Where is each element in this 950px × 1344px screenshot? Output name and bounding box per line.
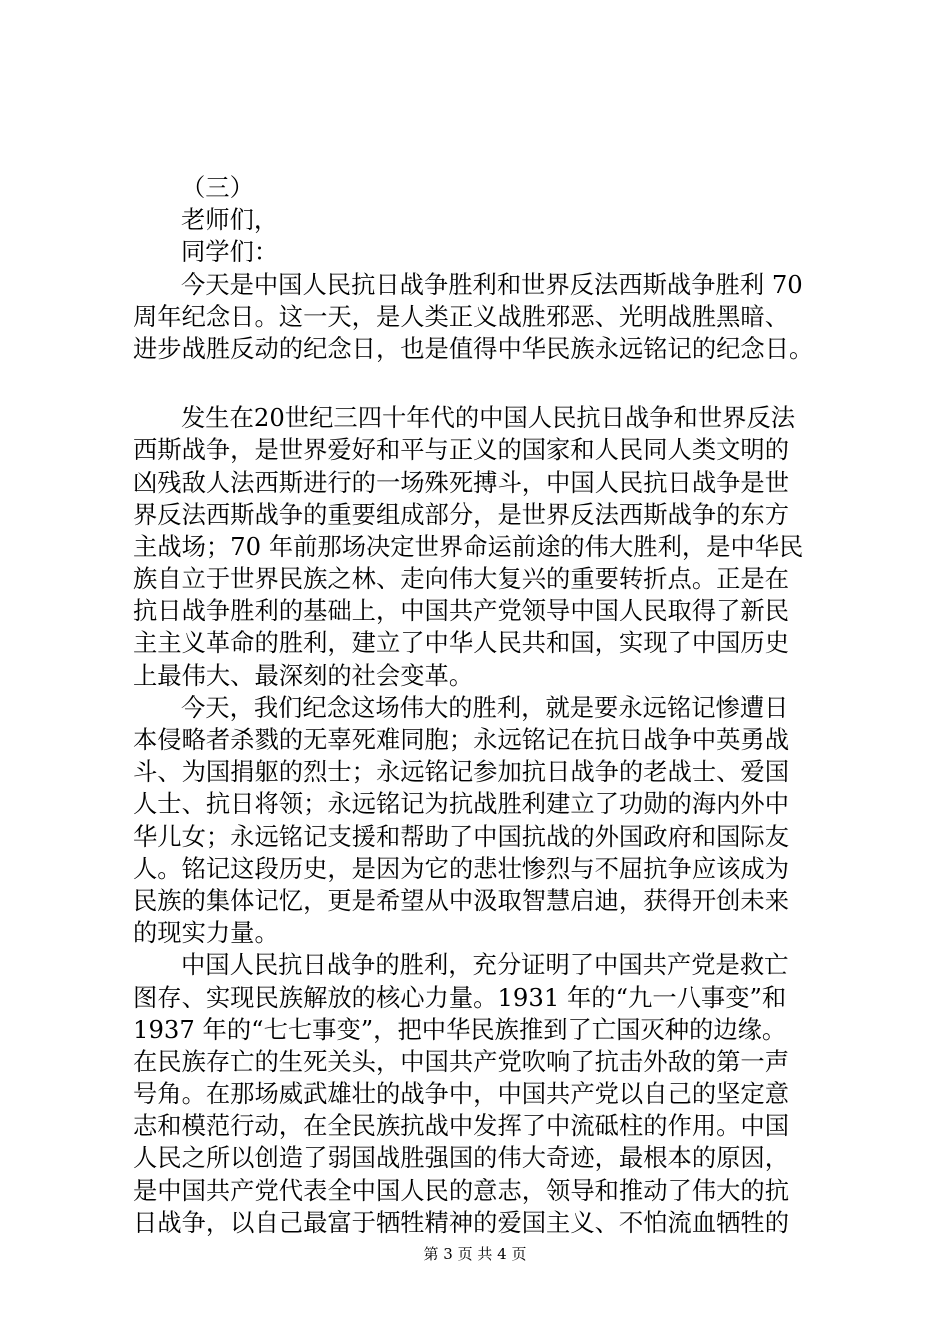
paragraph-gap [133,365,833,402]
salutation-students: 同学们： [181,237,279,267]
paragraph-line: 中国人民抗日战争的胜利，充分证明了中国共产党是救亡 [181,950,789,980]
paragraph-line: 西斯战争，是世界爱好和平与正义的国家和人民同人类文明的 [133,435,790,465]
paragraph-line: 界反法西斯战争的重要组成部分，是世界反法西斯战争的东方 [133,499,790,529]
paragraph-line: 抗日战争胜利的基础上，中国共产党领导中国人民取得了新民 [133,596,790,626]
salutation-teachers: 老师们， [181,205,279,235]
paragraph-line: 今天是中国人民抗日战争胜利和世界反法西斯战争胜利 70 [181,269,803,299]
paragraph-line: 是中国共产党代表全中国人民的意志，领导和推动了伟大的抗 [133,1175,790,1205]
paragraph-line: 日战争，以自己最富于牺牲精神的爱国主义、不怕流血牺牲的 [133,1207,790,1237]
paragraph-line: 人。铭记这段历史，是因为它的悲壮惨烈与不屈抗争应该成为 [133,853,790,883]
paragraph-line: 人士、抗日将领；永远铭记为抗战胜利建立了功勋的海内外中 [133,789,790,819]
paragraph-line: 图存、实现民族解放的核心力量。1931 年的“九一八事变”和 [133,982,787,1012]
paragraph-line: 民族的集体记忆，更是希望从中汲取智慧启迪，获得开创未来 [133,885,790,915]
paragraph-line: 号角。在那场威武雄壮的战争中，中国共产党以自己的坚定意 [133,1079,790,1109]
document-body [133,172,833,1239]
paragraph-line: 进步战胜反动的纪念日，也是值得中华民族永远铭记的纪念日。 [133,333,814,363]
paragraph-line: 人民之所以创造了弱国战胜强国的伟大奇迹，最根本的原因， [133,1143,790,1173]
page-footer [0,1244,950,1264]
section-heading: （三） [181,173,254,202]
paragraph-line: 今天，我们纪念这场伟大的胜利，就是要永远铭记惨遭日 [181,692,789,722]
paragraph-line: 周年纪念日。这一天，是人类正义战胜邪恶、光明战胜黑暗、 [133,301,790,331]
paragraph-line: 本侵略者杀戮的无辜死难同胞；永远铭记在抗日战争中英勇战 [133,725,790,754]
paragraph-line: 族自立于世界民族之林、走向伟大复兴的重要转折点。正是在 [133,564,790,594]
page-number-label: 第 3 页 共 4 页 [423,1245,527,1263]
paragraph-line: 志和模范行动，在全民族抗战中发挥了中流砥柱的作用。中国 [133,1111,790,1141]
paragraph-line: 发生在20世纪三四十年代的中国人民抗日战争和世界反法 [181,403,796,433]
paragraph-line: 在民族存亡的生死关头，中国共产党吹响了抗击外敌的第一声 [133,1046,790,1076]
paragraph-line: 主主义革命的胜利，建立了中华人民共和国，实现了中国历史 [133,628,790,658]
paragraph-line: 凶残敌人法西斯进行的一场殊死搏斗，中国人民抗日战争是世 [133,467,790,497]
paragraph-line: 的现实力量。 [133,918,279,948]
paragraph-line: 上最伟大、最深刻的社会变革。 [133,660,474,690]
paragraph-line: 华儿女；永远铭记支援和帮助了中国抗战的外国政府和国际友 [133,821,790,851]
paragraph-line: 主战场；70 年前那场决定世界命运前途的伟大胜利，是中华民 [133,531,804,561]
paragraph-line: 1937 年的“七七事变”，把中华民族推到了亡国灭种的边缘。 [133,1014,787,1044]
paragraph-line: 斗、为国捐躯的烈士；永远铭记参加抗日战争的老战士、爱国 [133,757,790,787]
